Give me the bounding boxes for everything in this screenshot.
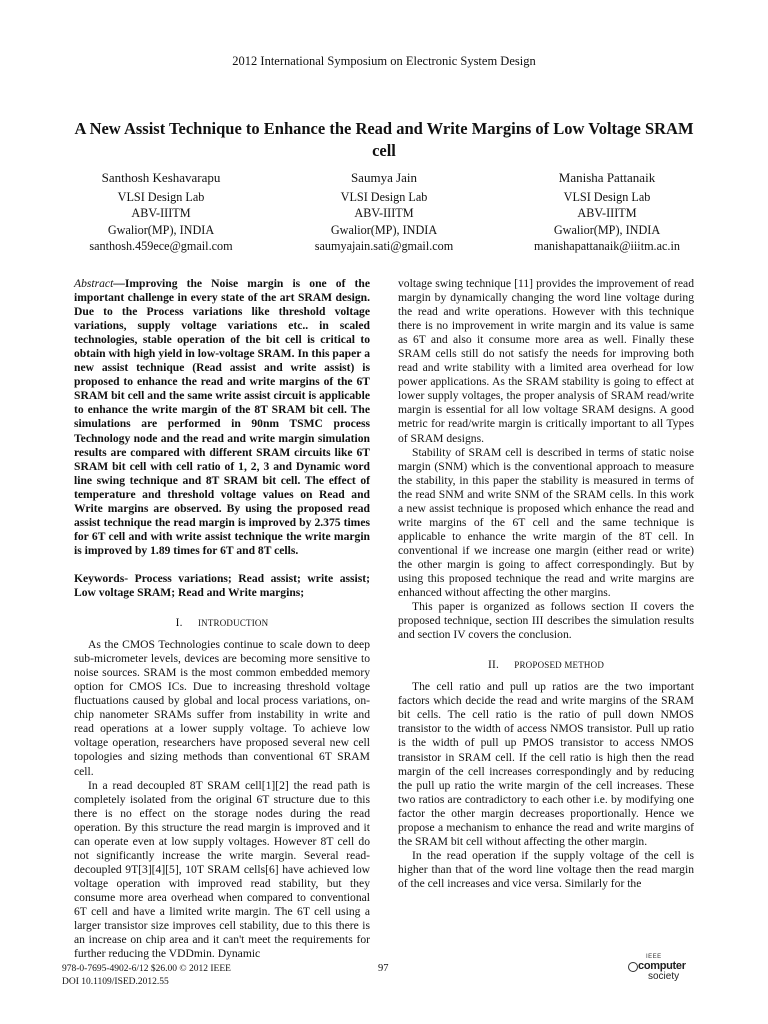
author-block bbox=[50, 170, 718, 254]
paragraph: Stability of SRAM cell is described in terms of static noise margin (SNM) which is the conventional approach to measure the stability, in this paper the stability is measured in terms of the read SNM and write SNM of the SRAM cells. In this work a new assist technique is proposed which enhance the read and write margins of the 6T cell and the same technique is applicable to enhance the write margin of the 8T cell. In conventional if we increase one margin (either read or write) the other margin is going to affect correspondingly. But by using this proposed technique the read and write margins are enhanced without affecting the other margins. bbox=[398, 445, 694, 600]
author-name: Saumya Jain bbox=[350, 170, 418, 185]
right-column bbox=[398, 277, 694, 891]
author-city: Gwalior(MP), INDIA bbox=[330, 222, 438, 237]
footer-doi: DOI 10.1109/ISED.2012.55 bbox=[62, 977, 169, 987]
computer-society-logo bbox=[628, 954, 698, 984]
author-email: saumyajain.sati@gmail.com bbox=[314, 238, 454, 253]
author-city: Gwalior(MP), INDIA bbox=[553, 222, 661, 237]
abstract-text: —Improving the Noise margin is one of the important challenge in every state of the art SRAM design. Due to the Process variations like threshold voltage variations, supply voltage variations etc.. in scaled technologies, stable operation of the bit cell is critical to obtain with high yield in low-voltage SRAM. In this paper a new assist technique (Read assist and write assist) is proposed to enhance the read and write margins of the 6T SRAM bit cell and the same write assist circuit is applicable to enhance the write margin of the 8T SRAM bit cell. The simulations are performed in 90nm TSMC process Technology node and the read and write margin simulation results are compared with different SRAM circuits like 6T SRAM bit cell with cell ratio of 1, 2, 3 and Dynamic word line swing technique and 8T SRAM bit cell. The effect of temperature and threshold voltage values on Read and Write margins are observed. By using the proposed read assist technique the read margin is improved by 2.375 times for 6T cell and with write assist technique the write margin is improved by 1.89 times for 6T and 8T cells. bbox=[74, 277, 370, 557]
paragraph: In the read operation if the supply voltage of the cell is higher than that of the word line voltage then the read margin of the cell increases and vice versa. Similarly for the bbox=[398, 848, 694, 890]
author-institute: ABV-IIITM bbox=[131, 206, 191, 221]
author-1 bbox=[50, 170, 272, 254]
section-heading-introduction: I. INTRODUCTION bbox=[175, 617, 269, 630]
author-institute: ABV-IIITM bbox=[577, 206, 637, 221]
author-email: santhosh.459ece@gmail.com bbox=[89, 238, 233, 253]
abstract bbox=[74, 277, 370, 558]
footer-citation bbox=[62, 963, 231, 989]
logo-top-text: IEEE bbox=[646, 954, 662, 960]
author-name: Manisha Pattanaik bbox=[558, 170, 656, 185]
logo-bottom-text: society bbox=[648, 971, 680, 982]
author-lab: VLSI Design Lab bbox=[117, 190, 205, 205]
author-lab: VLSI Design Lab bbox=[340, 190, 428, 205]
logo-icon bbox=[628, 962, 638, 972]
paragraph: voltage swing technique [11] provides the improvement of read margin by dynamically changing the word line voltage during the read and write operations. However with this technique there is no improvement in write margin and its value is same as 6T and also it consume more area as well. Finally these SRAM cells still do not satisfy the needs for improving both read and write stability with a limited area overhead for low power applications. As the SRAM stability is going to effect at lower supply voltages, the proper analysis of SRAM read/write margin is essential for all low voltage SRAM designs. A good metric for read/write margin is critically important to all Types of SRAM designs. bbox=[398, 277, 694, 445]
author-3 bbox=[496, 170, 718, 254]
paragraph: In a read decoupled 8T SRAM cell[1][2] the read path is completely isolated from the original 6T structure due to this there is no effect on the storage nodes during the read operation. By this structure the read margin is improved and it can operate even at low supply voltages. However 8T cell do not significantly increase the write margin. Several read-decoupled 9T[3][4][5], 10T SRAM cells[6] have achieved low voltage operation with improved read stability, but they consume more area overhead when compared to conventional 6T cell and have a limited write margin. The 6T cell using a larger transistor size improves cell stability, due to this there is an increase on chip area and it can't meet the requirements for further reducing the VDDmin. Dynamic bbox=[74, 778, 370, 961]
author-2 bbox=[273, 170, 495, 254]
abstract-lead: Abstract bbox=[74, 277, 114, 290]
page-number: 97 bbox=[378, 963, 389, 974]
author-city: Gwalior(MP), INDIA bbox=[107, 222, 215, 237]
author-email: manishapattanaik@iiitm.ac.in bbox=[534, 238, 680, 253]
author-lab: VLSI Design Lab bbox=[563, 190, 651, 205]
keywords: Keywords- Process variations; Read assist; write assist; Low voltage SRAM; Read and Write margins; bbox=[74, 571, 370, 599]
section-heading-proposed-method: II. PROPOSED METHOD bbox=[487, 659, 605, 672]
paragraph: As the CMOS Technologies continue to scale down to deep sub-micrometer levels, devices are becoming more sensitive to noise sources. SRAM is the most common embedded memory option for CMOS ICs. Due to increasing threshold voltage fluctuations caused by global and local process variations, on-chip nanometer SRAMs suffer from instability in write and read operations at a lower supply voltage. To achieve low voltage operation, researchers have proposed several new cell topologies and sizing methods than conventional 6T SRAM cell. bbox=[74, 638, 370, 778]
paragraph: The cell ratio and pull up ratios are the two important factors which decide the read and write margins of the SRAM bit cells. The cell ratio is the ratio of pull down NMOS transistor to the width of access NMOS transistor. Pull up ratio is the width of pull up PMOS transistor to access NMOS transistor in SRAM cell. If the cell ratio is high then the read margin of the cell increases correspondingly and by reducing the pull up ratio the write margin of the cell increases. These two ratios are contradictory to each other i.e. by modifying one factor the other margin decreases proportionally. Hence we propose a mechanism to enhance the read and write margins of the SRAM bit cell without affecting the other margin. bbox=[398, 680, 694, 848]
paragraph: This paper is organized as follows section II covers the proposed technique, section III describes the simulation results and section IV covers the conclusion. bbox=[398, 600, 694, 642]
footer-isbn: 978-0-7695-4902-6/12 $26.00 © 2012 IEEE bbox=[62, 964, 231, 974]
conference-header: 2012 International Symposium on Electronic System Design bbox=[232, 54, 536, 68]
author-name: Santhosh Keshavarapu bbox=[101, 170, 221, 185]
left-column bbox=[74, 277, 370, 961]
paper-title: A New Assist Technique to Enhance the Read and Write Margins of Low Voltage SRAM cell bbox=[74, 119, 694, 160]
logo-mid-text: computer bbox=[638, 960, 686, 972]
author-institute: ABV-IIITM bbox=[354, 206, 414, 221]
